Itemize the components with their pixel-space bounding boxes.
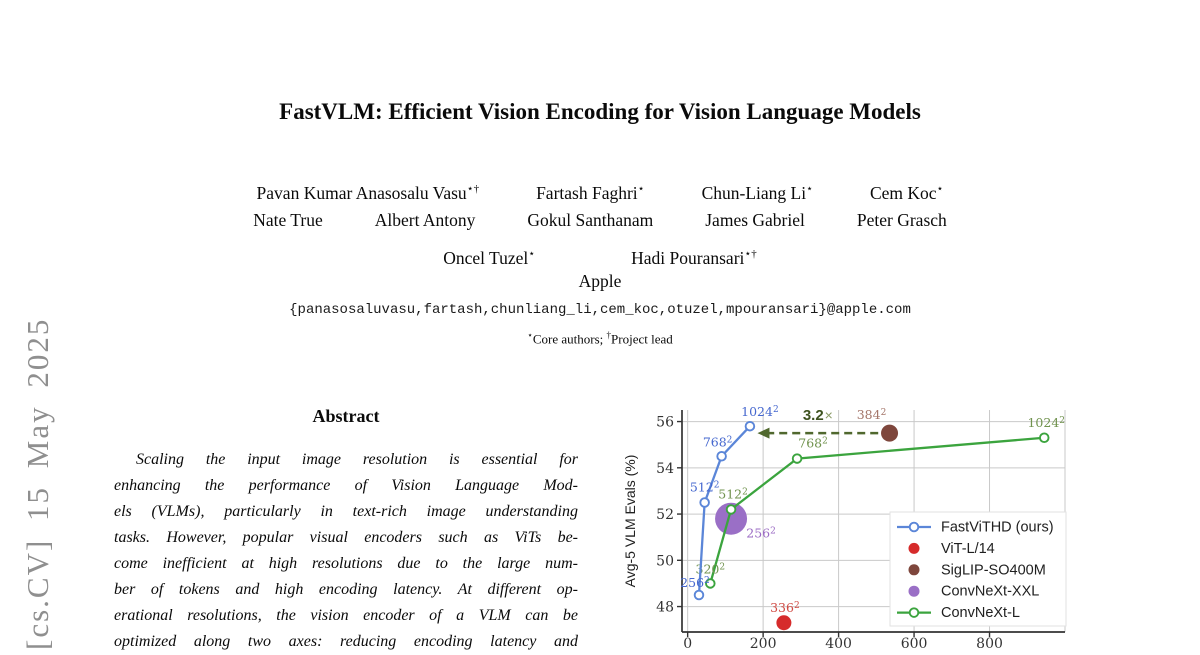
- author-row-1: [0, 182, 1200, 204]
- legend-label: ConvNeXt-XXL: [941, 583, 1040, 600]
- point-label: $512^2$: [718, 486, 748, 502]
- abstract-line: Scaling the input image resolution is essential for: [136, 451, 578, 468]
- author-name: Fartash Faghri⋆: [536, 182, 645, 203]
- x-tick-label: 400: [825, 636, 852, 648]
- author-name: Albert Antony: [374, 210, 476, 230]
- point-label: $320^2$: [695, 561, 726, 577]
- abstract-section: [114, 406, 578, 655]
- author-name: Hadi Pouransari⋆†: [631, 247, 757, 268]
- author-mark: ⋆: [528, 248, 536, 260]
- y-tick-label: 48: [656, 599, 674, 616]
- series-vit-l-14: [770, 600, 800, 631]
- footnote-mark: †: [606, 330, 612, 340]
- author-name: Cem Koc⋆: [869, 182, 944, 203]
- point-label: 1024$^2$: [1027, 414, 1066, 430]
- speedup-label: 3.2×: [802, 407, 833, 425]
- data-point: [727, 505, 736, 514]
- point-label: $768^2$: [702, 434, 733, 450]
- abstract-line: come inefficient at high resolutions due to the large num-: [114, 555, 578, 572]
- x-tick-label: 600: [900, 636, 928, 648]
- footnote-text: Project lead: [611, 331, 673, 347]
- y-tick-label: 50: [656, 553, 674, 570]
- abstract-heading: Abstract: [312, 406, 380, 426]
- y-tick-label: 52: [656, 507, 674, 524]
- author-name: Nate True: [253, 210, 323, 230]
- abstract-line: enhancing the performance of Vision Language Mod-: [114, 477, 578, 494]
- data-point: [717, 452, 726, 461]
- point-label: $384^2$: [856, 407, 887, 423]
- abstract-line: erational resolutions, the vision encoder of a VLM can be: [114, 607, 578, 624]
- author-mark: ⋆†: [744, 248, 757, 260]
- point-label: $512^2$: [689, 479, 720, 495]
- legend-label: FastViTHD (ours): [941, 519, 1054, 536]
- affiliation: Apple: [578, 271, 622, 291]
- data-point: [1040, 433, 1049, 442]
- author-name: Pavan Kumar Anasosalu Vasu⋆†: [256, 182, 480, 203]
- point-label: $256^2$: [680, 575, 710, 590]
- abstract-line: optimized along two axes: reducing encoding latency and: [114, 633, 578, 650]
- data-point: [695, 591, 704, 600]
- abstract-line: els (VLMs), particularly in text-rich image understanding: [114, 503, 578, 520]
- legend-label: ViT-L/14: [941, 540, 995, 557]
- author-mark: ⋆: [637, 183, 645, 195]
- point-label: $256^2$: [746, 525, 776, 541]
- author-emails: {panasosaluvasu,fartash,chunliang_li,cem_koc,otuzel,mpouransari}@apple.com: [289, 302, 911, 318]
- abstract-line: tasks. However, popular visual encoders such as ViTs be-: [114, 529, 578, 546]
- point-label: 1024$^2$: [741, 404, 779, 420]
- point-label: $336^2$: [770, 599, 800, 615]
- footnote-mark: ⋆: [527, 330, 533, 340]
- author-footnote: [0, 330, 1200, 347]
- data-point: [700, 498, 709, 507]
- x-tick-label: 800: [976, 636, 1003, 648]
- author-name: James Gabriel: [705, 210, 805, 230]
- author-mark: ⋆: [936, 183, 944, 195]
- author-name: Gokul Santhanam: [527, 210, 654, 230]
- abstract-text: [114, 447, 578, 655]
- data-point: [776, 615, 791, 630]
- y-tick-label: 54: [656, 460, 674, 477]
- data-point: [881, 425, 898, 442]
- y-axis-label: Avg-5 VLM Evals (%): [622, 454, 638, 588]
- author-row-2: [0, 210, 1200, 231]
- author-mark: ⋆: [806, 183, 813, 195]
- abstract-line: ber of tokens and high encoding latency. At different op-: [114, 581, 578, 598]
- page-title: FastVLM: Efficient Vision Encoding for Vision Language Models: [279, 99, 921, 124]
- footnote-text: Core authors;: [532, 331, 607, 347]
- author-name: Peter Grasch: [856, 210, 947, 230]
- y-tick-label: 56: [656, 414, 674, 431]
- author-name: Oncel Tuzel⋆: [443, 247, 536, 268]
- series-siglip-so400m: [857, 407, 898, 442]
- results-chart: [620, 393, 1200, 648]
- arxiv-watermark: [cs.CV] 15 May 2025: [20, 317, 55, 650]
- x-tick-label: 0: [683, 636, 693, 648]
- author-name: Chun-Liang Li⋆: [701, 182, 813, 203]
- author-mark: ⋆†: [466, 183, 480, 195]
- author-row-3: [0, 247, 1200, 269]
- data-point: [746, 422, 755, 431]
- legend-label: SigLIP-SO400M: [941, 562, 1046, 579]
- point-label: $768^2$: [798, 435, 828, 451]
- legend: [890, 512, 1066, 626]
- x-tick-label: 200: [749, 636, 777, 648]
- legend-label: ConvNeXt-L: [941, 605, 1020, 622]
- data-point: [793, 454, 802, 463]
